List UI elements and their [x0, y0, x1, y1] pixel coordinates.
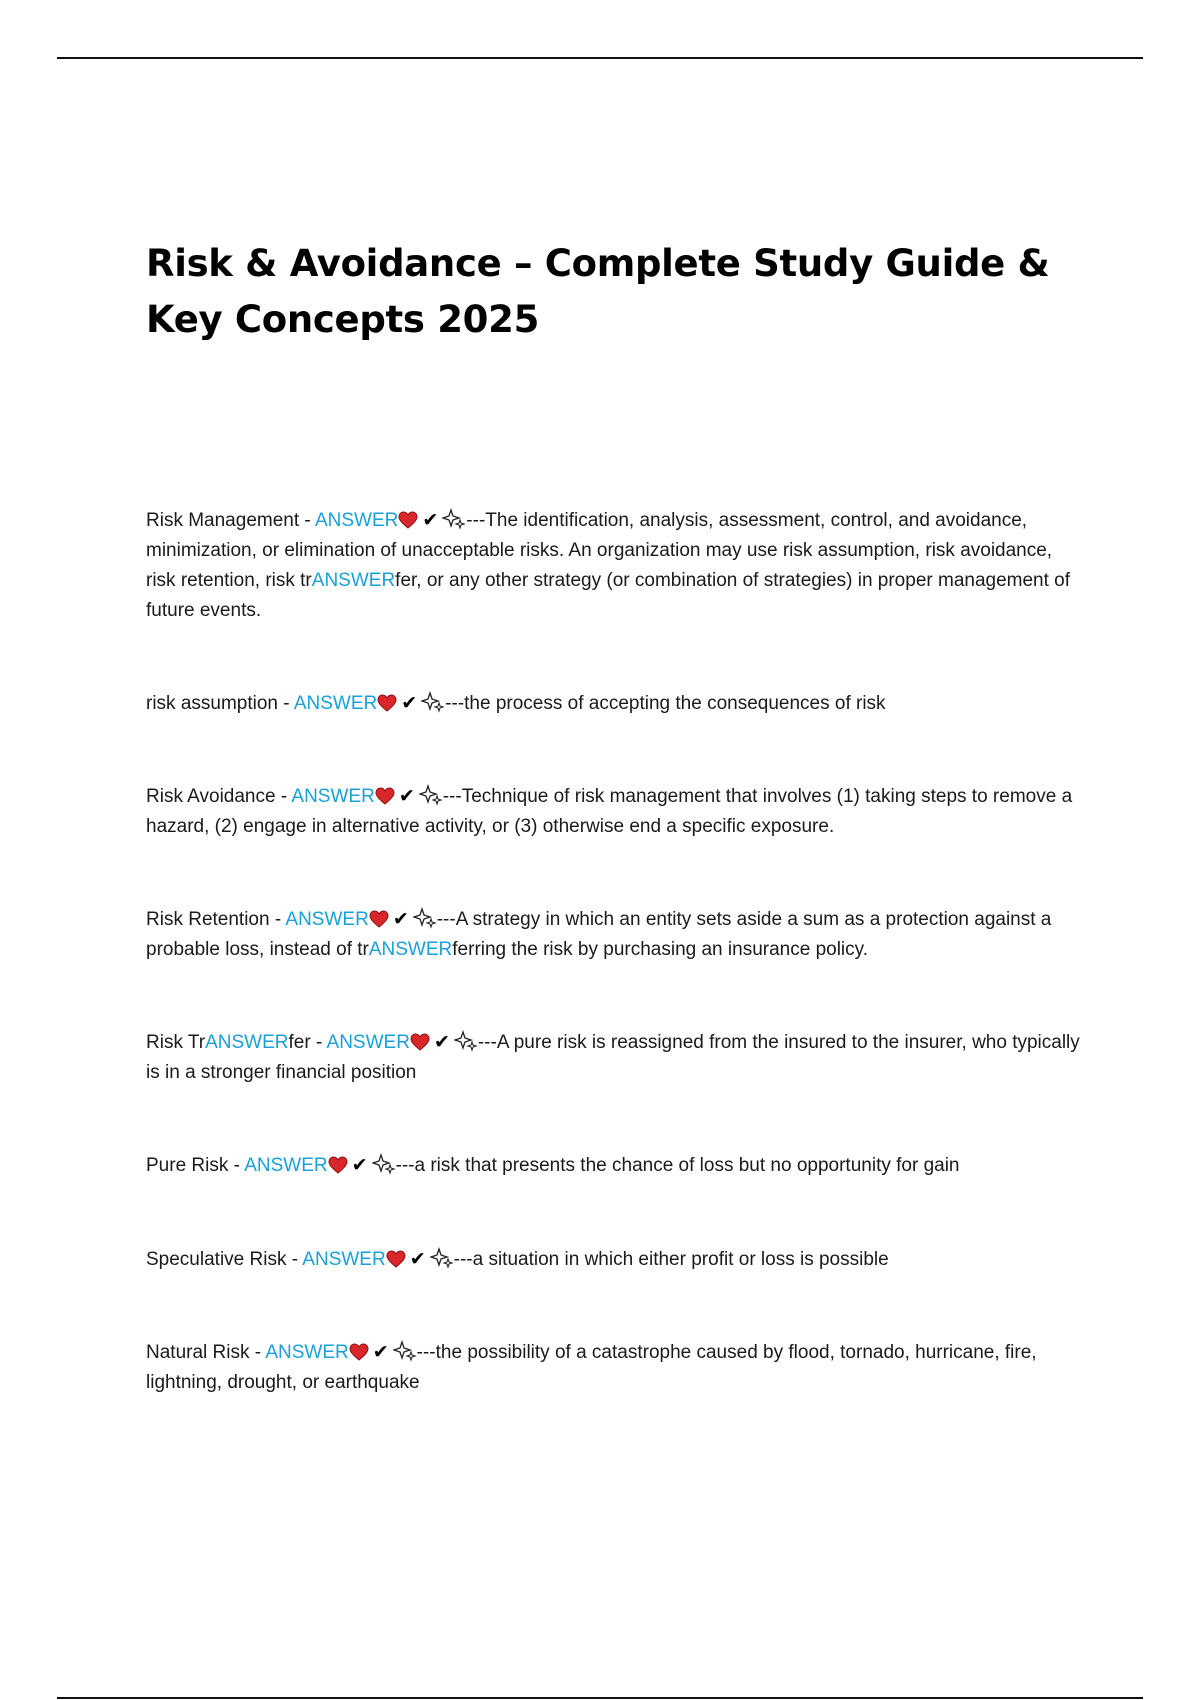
definition-answer-text: ANSWER	[311, 570, 396, 591]
term-text: Risk Avoidance -	[146, 786, 292, 807]
top-rule	[57, 57, 1143, 59]
entry-risk-assumption	[146, 689, 1086, 719]
entry-risk-avoidance	[146, 782, 1086, 842]
heart-icon	[328, 1156, 348, 1174]
check-mark-icon: ✔	[351, 1155, 368, 1176]
definition-text: ---A strategy in which an entity sets aside a sum as a protection against a probable loss, instead of tr	[146, 909, 1052, 960]
page-title: Risk & Avoidance – Complete Study Guide & Key Concepts 2025	[146, 242, 1050, 341]
sparkle-icon	[413, 907, 437, 929]
heart-icon	[369, 910, 389, 928]
sparkle-icon	[393, 1340, 417, 1362]
term-text: Speculative Risk -	[146, 1249, 303, 1270]
answer-label: ANSWER	[265, 1342, 349, 1363]
check-mark-icon: ✔	[401, 693, 418, 714]
check-mark-icon: ✔	[372, 1342, 389, 1363]
answer-label: ANSWER	[293, 693, 378, 714]
bottom-rule	[57, 1697, 1143, 1699]
entry-risk-management	[146, 506, 1086, 626]
term-text: risk assumption -	[146, 693, 294, 714]
sparkle-icon	[419, 784, 443, 806]
check-mark-icon: ✔	[398, 786, 415, 807]
sparkle-icon	[454, 1030, 478, 1052]
answer-label: ANSWER	[326, 1032, 410, 1053]
term-text: Risk Tr	[146, 1032, 206, 1053]
answer-label: ANSWER	[314, 510, 399, 531]
sparkle-icon	[430, 1247, 454, 1269]
answer-label: ANSWER	[302, 1249, 386, 1270]
sparkle-icon	[421, 691, 445, 713]
definition-answer-text: ANSWER	[368, 939, 453, 960]
term-text-suffix: fer -	[288, 1032, 327, 1053]
term-text: Risk Retention -	[146, 909, 286, 930]
answer-label: ANSWER	[244, 1155, 328, 1176]
definition-text: ---Technique of risk management that involves (1) taking steps to remove a hazard, (2) engage in alternative activity, or (3) otherwise end a specific exposure.	[146, 786, 1073, 837]
entry-speculative-risk	[146, 1245, 1086, 1275]
term-text: Risk Management -	[146, 510, 315, 531]
check-mark-icon: ✔	[422, 510, 439, 531]
heart-icon	[375, 787, 395, 805]
answer-label: ANSWER	[285, 909, 369, 930]
answer-label: ANSWER	[291, 786, 375, 807]
entry-risk-transfer	[146, 1028, 1086, 1088]
definition-text: ---a risk that presents the chance of loss but no opportunity for gain	[395, 1155, 960, 1176]
sparkle-icon	[442, 508, 466, 530]
definition-text: ---the possibility of a catastrophe caused by flood, tornado, hurricane, fire, lightning, drought, or earthquake	[146, 1342, 1037, 1393]
check-mark-icon: ✔	[392, 909, 409, 930]
heart-icon	[398, 511, 418, 529]
heart-icon	[386, 1250, 406, 1268]
definition-text: ---a situation in which either profit or loss is possible	[453, 1249, 889, 1270]
term-answer-text: ANSWER	[205, 1032, 289, 1053]
definition-text: ---the process of accepting the consequences of risk	[445, 693, 886, 714]
term-text: Pure Risk -	[146, 1155, 245, 1176]
entry-pure-risk	[146, 1151, 1086, 1181]
check-mark-icon: ✔	[409, 1249, 426, 1270]
entry-natural-risk	[146, 1338, 1086, 1398]
heart-icon	[349, 1343, 369, 1361]
heart-icon	[410, 1033, 430, 1051]
definition-text: ---A pure risk is reassigned from the insured to the insurer, who typically is in a stronger financial position	[146, 1032, 1080, 1083]
sparkle-icon	[372, 1153, 396, 1175]
term-text: Natural Risk -	[146, 1342, 266, 1363]
definition-text: ---The identification, analysis, assessment, control, and avoidance, minimization, or elimination of unacceptable risks. An organization may use risk assumption, risk avoidance, risk retention, risk tr	[146, 510, 1053, 591]
definition-text-suffix: ferring the risk by purchasing an insurance policy.	[452, 939, 869, 960]
check-mark-icon: ✔	[433, 1032, 450, 1053]
entry-risk-retention	[146, 905, 1086, 965]
heart-icon	[377, 694, 397, 712]
definition-text-suffix: fer, or any other strategy (or combination of strategies) in proper management of future events.	[146, 570, 1071, 621]
